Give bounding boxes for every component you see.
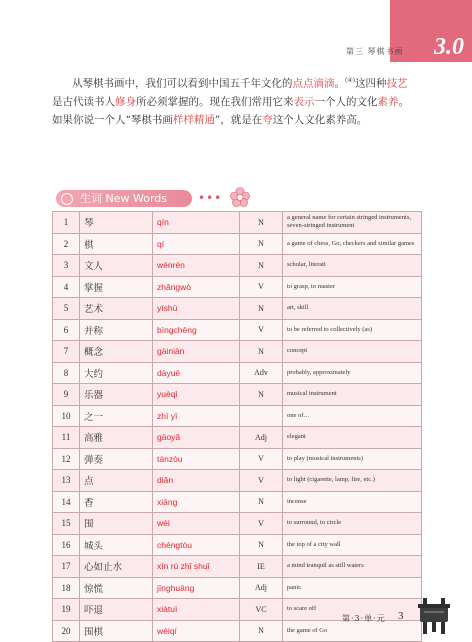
table-row bbox=[53, 534, 422, 556]
word-hanzi: 高雅 bbox=[80, 427, 153, 449]
word-meaning: one of… bbox=[283, 405, 422, 427]
word-hanzi: 乐器 bbox=[80, 384, 153, 406]
word-part-of-speech: Adj bbox=[240, 577, 283, 599]
word-pinyin: gāoyǎ bbox=[153, 427, 240, 449]
footnote-mark: (④) bbox=[345, 77, 356, 84]
word-hanzi: 并称 bbox=[80, 319, 153, 341]
table-row bbox=[53, 513, 422, 535]
word-pinyin: bìngchēng bbox=[153, 319, 240, 341]
word-meaning: to surround, to circle bbox=[283, 513, 422, 535]
word-part-of-speech: N bbox=[240, 534, 283, 556]
word-hanzi: 心如止水 bbox=[80, 556, 153, 578]
word-number: 18 bbox=[53, 577, 80, 599]
word-number: 16 bbox=[53, 534, 80, 556]
word-meaning: musical instrument bbox=[283, 384, 422, 406]
word-hanzi: 概念 bbox=[80, 341, 153, 363]
word-pinyin: wéi bbox=[153, 513, 240, 535]
word-hanzi: 文人 bbox=[80, 255, 153, 277]
unit-number: 3.0 bbox=[434, 34, 464, 60]
word-number: 1 bbox=[53, 212, 80, 234]
word-hanzi: 围棋 bbox=[80, 620, 153, 642]
word-part-of-speech: V bbox=[240, 470, 283, 492]
word-hanzi: 之一 bbox=[80, 405, 153, 427]
word-meaning: a mind tranquil as still waters bbox=[283, 556, 422, 578]
word-hanzi: 惊慌 bbox=[80, 577, 153, 599]
table-row bbox=[53, 427, 422, 449]
word-part-of-speech: IE bbox=[240, 556, 283, 578]
word-pinyin: gàiniàn bbox=[153, 341, 240, 363]
intro-highlight: 夸 bbox=[262, 113, 273, 126]
word-pinyin: yìshù bbox=[153, 298, 240, 320]
section-title: 生词 New Words bbox=[80, 192, 167, 205]
word-pinyin: yuèqì bbox=[153, 384, 240, 406]
word-meaning: to be referred to collectively (as) bbox=[283, 319, 422, 341]
word-number: 8 bbox=[53, 362, 80, 384]
circle-icon bbox=[61, 193, 73, 205]
page-number: 3 bbox=[398, 610, 404, 622]
table-row bbox=[53, 362, 422, 384]
word-number: 12 bbox=[53, 448, 80, 470]
word-pinyin: dàyuē bbox=[153, 362, 240, 384]
word-part-of-speech: N bbox=[240, 233, 283, 255]
word-meaning: concept bbox=[283, 341, 422, 363]
intro-text: ”，就是在 bbox=[214, 113, 263, 126]
table-row bbox=[53, 577, 422, 599]
word-part-of-speech: V bbox=[240, 319, 283, 341]
word-hanzi: 吓退 bbox=[80, 599, 153, 621]
word-hanzi: 棋 bbox=[80, 233, 153, 255]
word-number: 3 bbox=[53, 255, 80, 277]
intro-highlight: 修身 bbox=[115, 95, 136, 108]
word-part-of-speech: N bbox=[240, 212, 283, 234]
word-part-of-speech bbox=[240, 405, 283, 427]
intro-text: 这四种 bbox=[355, 77, 387, 90]
word-number: 9 bbox=[53, 384, 80, 406]
word-pinyin: xiāng bbox=[153, 491, 240, 513]
word-hanzi: 掌握 bbox=[80, 276, 153, 298]
word-hanzi: 琴 bbox=[80, 212, 153, 234]
word-meaning: to scare off bbox=[283, 599, 422, 621]
table-row bbox=[53, 556, 422, 578]
word-part-of-speech: N bbox=[240, 620, 283, 642]
word-hanzi: 弹奏 bbox=[80, 448, 153, 470]
table-row bbox=[53, 212, 422, 234]
word-pinyin: xiàtuì bbox=[153, 599, 240, 621]
word-meaning: elegant bbox=[283, 427, 422, 449]
word-number: 10 bbox=[53, 405, 80, 427]
word-meaning: to light (cigarette, lamp, fire, etc.) bbox=[283, 470, 422, 492]
table-row bbox=[53, 276, 422, 298]
word-pinyin: wéiqí bbox=[153, 620, 240, 642]
word-pinyin: tánzòu bbox=[153, 448, 240, 470]
word-hanzi: 艺术 bbox=[80, 298, 153, 320]
word-part-of-speech: VC bbox=[240, 599, 283, 621]
intro-text: 从琴棋书画中，我们可以看到中国五千年文化的 bbox=[72, 77, 293, 90]
word-pinyin: qín bbox=[153, 212, 240, 234]
intro-text: 所必须掌握的。现在我们常用它来 bbox=[136, 95, 294, 108]
word-number: 17 bbox=[53, 556, 80, 578]
word-meaning: a general name for certain stringed instruments, seven-stringed instrument bbox=[283, 212, 422, 234]
intro-text: 是古代读书人 bbox=[52, 95, 115, 108]
table-row bbox=[53, 298, 422, 320]
word-pinyin: jīnghuāng bbox=[153, 577, 240, 599]
table-row bbox=[53, 384, 422, 406]
word-hanzi: 城头 bbox=[80, 534, 153, 556]
word-number: 11 bbox=[53, 427, 80, 449]
word-meaning: incense bbox=[283, 491, 422, 513]
word-number: 15 bbox=[53, 513, 80, 535]
word-meaning: panic bbox=[283, 577, 422, 599]
word-pinyin: zhī yī bbox=[153, 405, 240, 427]
word-number: 2 bbox=[53, 233, 80, 255]
word-number: 20 bbox=[53, 620, 80, 642]
dots-ornament: ••• bbox=[198, 191, 223, 205]
word-part-of-speech: Adv bbox=[240, 362, 283, 384]
word-part-of-speech: V bbox=[240, 276, 283, 298]
word-part-of-speech: N bbox=[240, 298, 283, 320]
word-meaning: probably, approximately bbox=[283, 362, 422, 384]
word-meaning: scholar, literati bbox=[283, 255, 422, 277]
word-meaning: art, skill bbox=[283, 298, 422, 320]
word-pinyin: qí bbox=[153, 233, 240, 255]
word-pinyin: xīn rú zhǐ shuǐ bbox=[153, 556, 240, 578]
intro-text: 一个人的文化 bbox=[314, 95, 378, 108]
word-part-of-speech: Adj bbox=[240, 427, 283, 449]
word-number: 5 bbox=[53, 298, 80, 320]
intro-highlight: 点点滴滴 bbox=[292, 77, 335, 90]
intro-text: 。 bbox=[334, 77, 345, 90]
word-number: 14 bbox=[53, 491, 80, 513]
word-part-of-speech: V bbox=[240, 448, 283, 470]
word-meaning: to grasp, to master bbox=[283, 276, 422, 298]
unit-footer: 第·3·单·元 bbox=[342, 614, 386, 623]
intro-highlight: 技艺 bbox=[386, 77, 408, 90]
word-pinyin: zhǎngwò bbox=[153, 276, 240, 298]
bronze-ding-icon bbox=[414, 596, 454, 636]
table-row bbox=[53, 470, 422, 492]
word-hanzi: 围 bbox=[80, 513, 153, 535]
word-number: 19 bbox=[53, 599, 80, 621]
word-part-of-speech: N bbox=[240, 341, 283, 363]
word-meaning: to play (musical instruments) bbox=[283, 448, 422, 470]
vocabulary-table bbox=[52, 211, 422, 642]
running-head: 第三 琴棋书画 bbox=[346, 47, 404, 56]
flower-icon bbox=[230, 187, 250, 207]
word-hanzi: 大约 bbox=[80, 362, 153, 384]
word-meaning: the top of a city wall bbox=[283, 534, 422, 556]
intro-text: 。如果你说一个人“琴棋书画 bbox=[52, 95, 409, 126]
word-number: 7 bbox=[53, 341, 80, 363]
intro-highlight: 素养 bbox=[377, 95, 399, 108]
word-meaning: a game of chess, Go, checkers and similar games bbox=[283, 233, 422, 255]
word-pinyin: wénrén bbox=[153, 255, 240, 277]
word-part-of-speech: N bbox=[240, 491, 283, 513]
table-row bbox=[53, 491, 422, 513]
word-part-of-speech: V bbox=[240, 513, 283, 535]
word-meaning: the game of Go bbox=[283, 620, 422, 642]
word-hanzi: 点 bbox=[80, 470, 153, 492]
intro-paragraph bbox=[52, 72, 418, 129]
word-hanzi: 香 bbox=[80, 491, 153, 513]
intro-highlight: 表示 bbox=[293, 95, 315, 108]
table-row bbox=[53, 319, 422, 341]
table-row bbox=[53, 405, 422, 427]
word-part-of-speech: N bbox=[240, 384, 283, 406]
word-part-of-speech: N bbox=[240, 255, 283, 277]
intro-highlight: 样样精通 bbox=[172, 113, 215, 126]
word-number: 4 bbox=[53, 276, 80, 298]
word-number: 6 bbox=[53, 319, 80, 341]
word-number: 13 bbox=[53, 470, 80, 492]
word-pinyin: diǎn bbox=[153, 470, 240, 492]
table-row bbox=[53, 233, 422, 255]
word-pinyin: chéngtóu bbox=[153, 534, 240, 556]
intro-text: 这个人文化素养高。 bbox=[272, 113, 368, 126]
table-row bbox=[53, 341, 422, 363]
table-row bbox=[53, 255, 422, 277]
table-row bbox=[53, 448, 422, 470]
